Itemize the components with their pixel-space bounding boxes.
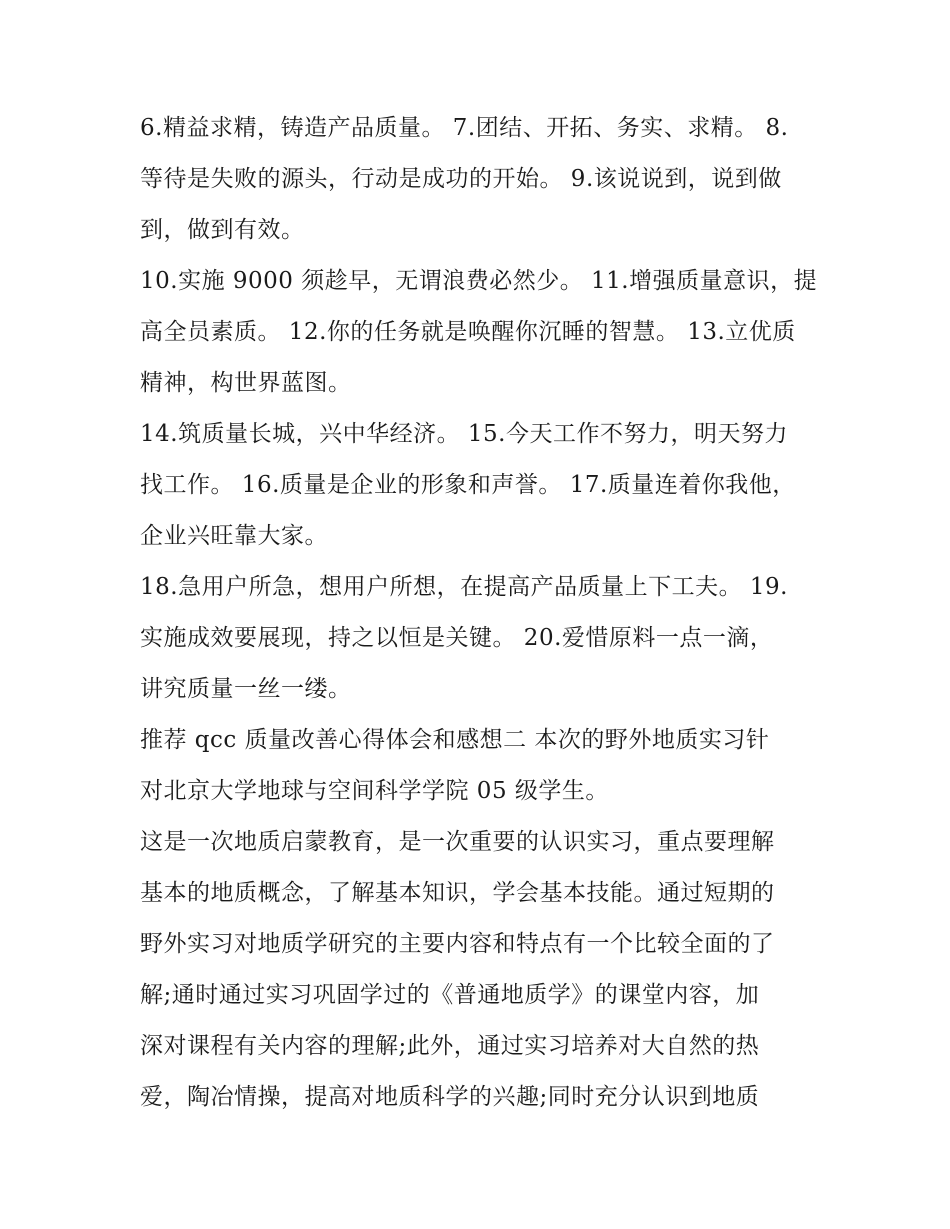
document-body bbox=[140, 103, 830, 1123]
text-line: 深对课程有关内容的理解;此外，通过实习培养对大自然的热 bbox=[140, 1033, 760, 1059]
text-line: 对北京大学地球与空间科学学院 05 级学生。 bbox=[140, 778, 609, 804]
text-line: 讲究质量一丝一缕。 bbox=[140, 676, 352, 702]
text-line: 解;通时通过实习巩固学过的《普通地质学》的课堂内容，加 bbox=[140, 982, 760, 1008]
text-line: 10.实施 9000 须趁早，无谓浪费必然少。 11.增强质量意识，提 bbox=[140, 268, 818, 294]
text-line: 找工作。 16.质量是企业的形象和声誉。 17.质量连着你我他， bbox=[140, 472, 796, 498]
text-line: 爱，陶冶情操，提高对地质科学的兴趣;同时充分认识到地质 bbox=[140, 1084, 760, 1110]
text-line: 实施成效要展现，持之以恒是关键。 20.爱惜原料一点一滴， bbox=[140, 625, 774, 651]
text-line: 6.精益求精，铸造产品质量。 7.团结、开拓、务实、求精。 8. bbox=[140, 115, 789, 141]
text-line: 到，做到有效。 bbox=[140, 217, 305, 243]
text-line: 18.急用户所急，想用户所想，在提高产品质量上下工夫。 19. bbox=[140, 574, 788, 600]
text-line: 精神，构世界蓝图。 bbox=[140, 370, 352, 396]
text-line: 推荐 qcc 质量改善心得体会和感想二 本次的野外地质实习针 bbox=[140, 727, 770, 753]
text-line: 企业兴旺靠大家。 bbox=[140, 523, 328, 549]
text-line: 等待是失败的源头，行动是成功的开始。 9.该说说到，说到做 bbox=[140, 166, 782, 192]
text-line: 野外实习对地质学研究的主要内容和特点有一个比较全面的了 bbox=[140, 931, 775, 957]
text-line: 14.筑质量长城，兴中华经济。 15.今天工作不努力，明天努力 bbox=[140, 421, 788, 447]
text-line: 基本的地质概念，了解基本知识，学会基本技能。通过短期的 bbox=[140, 880, 775, 906]
text-line: 高全员素质。 12.你的任务就是唤醒你沉睡的智慧。 13.立优质 bbox=[140, 319, 796, 345]
text-line: 这是一次地质启蒙教育，是一次重要的认识实习，重点要理解 bbox=[140, 829, 775, 855]
